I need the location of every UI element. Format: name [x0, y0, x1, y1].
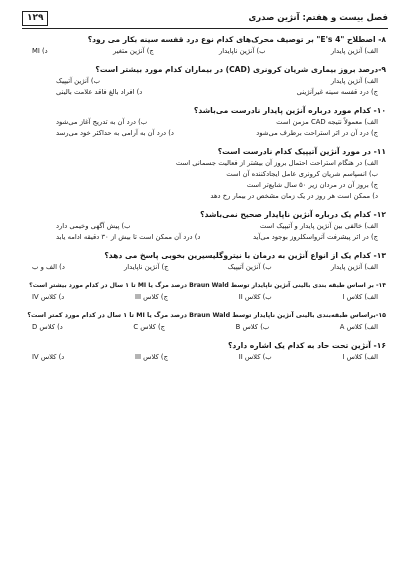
- option-a[interactable]: الف) کلاس A: [339, 323, 378, 331]
- option-c[interactable]: ج) بروز آن در مردان زیر ۵۰ سال شایع‌تر است: [246, 181, 378, 189]
- question-12: [26, 209, 386, 243]
- option-d[interactable]: د) MI: [32, 47, 48, 55]
- option-d[interactable]: د) الف و ب: [32, 263, 65, 271]
- option-c[interactable]: ج) درد قفسه سینه غیرآنژینی: [296, 88, 378, 96]
- option-a[interactable]: الف) در هنگام استراحت احتمال بروز آن بیشتر از فعالیت جسمانی است: [175, 159, 378, 167]
- option-d[interactable]: د) ممکن است هر روز در یک زمان مشخص در بیمار رخ دهد: [210, 192, 378, 200]
- options-column: [26, 158, 386, 202]
- question-text: ۱۰- کدام مورد درباره آنژین پایدار نادرست می‌باشد؟: [193, 106, 386, 115]
- option-d[interactable]: د) درد آن به آرامی به حداکثر خود می‌رسد: [56, 129, 174, 137]
- question-8: [26, 34, 386, 57]
- question-text: ۱۳- کدام یک از انواع آنژین به درمان با نیتروگلیسیرین بخوبی پاسخ می دهد؟: [104, 251, 386, 260]
- option-d[interactable]: د) افراد بالغ فاقد علامت بالینی: [56, 88, 143, 96]
- page-header: [22, 8, 388, 29]
- options-row: [26, 76, 386, 87]
- option-b[interactable]: ب) آنژین ناپایدار: [219, 47, 266, 55]
- options-row: [26, 322, 386, 333]
- option-b[interactable]: ب) آنژین آتیپیک: [227, 263, 272, 271]
- question-text: ۱۵-براساس طبقه‌بندی بالینی آنژین ناپایدار توسط Braun Wald درصد مرگ یا MI تا ۱ سال در کدام مورد کمتر است؟: [27, 312, 386, 319]
- option-b[interactable]: ب) کلاس II: [238, 353, 272, 361]
- question-text: ۱۶- آنژین تحت حاد به کدام یک اشاره دارد؟: [227, 341, 386, 350]
- options-row: [26, 87, 386, 98]
- question-9: [26, 64, 386, 98]
- option-a[interactable]: الف) آنژین پایدار: [330, 263, 378, 271]
- page-number: ۱۲۹: [22, 11, 48, 26]
- options-row: [26, 117, 386, 128]
- options-row: [26, 232, 386, 243]
- option-c[interactable]: ج) کلاس C: [133, 323, 166, 331]
- question-text: ۱۴- بر اساس طبقه بندی بالینی آنژین ناپایدار توسط Braun Wald درصد مرگ یا MI تا ۱ سال در کدام مورد بیشتر است؟: [29, 282, 386, 289]
- option-c[interactable]: ج) آنژین ناپایدار: [124, 263, 169, 271]
- option-b[interactable]: ب) پیش آگهی وخیمی دارد: [56, 222, 131, 230]
- option-b[interactable]: ب) درد آن به تدریج آغاز می‌شود: [56, 118, 148, 126]
- option-d[interactable]: د) درد آن ممکن است تا بیش از ۳۰ دقیقه ادامه یابد: [56, 233, 201, 241]
- option-a[interactable]: الف) آنژین پایدار: [330, 47, 378, 55]
- question-14: [26, 280, 386, 303]
- question-text: ۱۲- کدام یک درباره آنژین ناپایدار صحیح نمی‌باشد؟: [200, 210, 386, 219]
- question-15: [26, 310, 386, 333]
- question-10: [26, 105, 386, 139]
- question-text: ۹-درصد بروز بیماری شریان کرونری (CAD) در بیماران کدام مورد بیشتر است؟: [95, 65, 386, 74]
- options-row: [26, 46, 386, 57]
- options-row: [26, 352, 386, 363]
- option-d[interactable]: د) کلاس D: [32, 323, 63, 331]
- option-b[interactable]: ب) آنژین آتیپیک: [56, 77, 100, 85]
- question-text: ۱۱- در مورد آنژین آتیپیک کدام نادرست است؟: [217, 147, 386, 156]
- question-11: [26, 146, 386, 202]
- chapter-title: فصل بیست و هفتم: آنژین صدری: [248, 13, 388, 23]
- options-row: [26, 128, 386, 139]
- option-a[interactable]: الف) معمولاً نتیجه CAD مزمن است: [276, 118, 378, 126]
- question-16: [26, 340, 386, 363]
- option-d[interactable]: د) کلاس IV: [32, 293, 65, 301]
- option-a[interactable]: الف) کلاس I: [342, 293, 378, 301]
- options-row: [26, 292, 386, 303]
- option-c[interactable]: ج) درد آن در اثر استراحت برطرف می‌شود: [256, 129, 378, 137]
- options-row: [26, 221, 386, 232]
- question-13: [26, 250, 386, 273]
- option-b[interactable]: ب) انسپاسم شریان کرونری عامل ایجادکننده آن است: [226, 170, 378, 178]
- option-d[interactable]: د) کلاس IV: [32, 353, 65, 361]
- option-c[interactable]: ج) در اثر پیشرفت آترواسکلروز بوجود می‌آید: [252, 233, 378, 241]
- question-text: ۸- اصطلاح "E's 4" بر توصیف محرک‌های کدام نوع درد قفسه سینه بکار می رود؟: [87, 35, 386, 44]
- option-b[interactable]: ب) کلاس II: [238, 293, 272, 301]
- options-row: [26, 262, 386, 273]
- option-a[interactable]: الف) کلاس I: [342, 353, 378, 361]
- option-b[interactable]: ب) کلاس B: [235, 323, 270, 331]
- option-c[interactable]: ج) کلاس III: [135, 353, 168, 361]
- option-a[interactable]: الف) خالفی بین آنژین پایدار و آتیپیک است: [259, 222, 378, 230]
- option-c[interactable]: ج) کلاس III: [135, 293, 168, 301]
- questions-list: [26, 34, 386, 370]
- option-a[interactable]: الف) آنژین پایدار: [330, 77, 378, 85]
- option-c[interactable]: ج) آنژین متغیر: [113, 47, 154, 55]
